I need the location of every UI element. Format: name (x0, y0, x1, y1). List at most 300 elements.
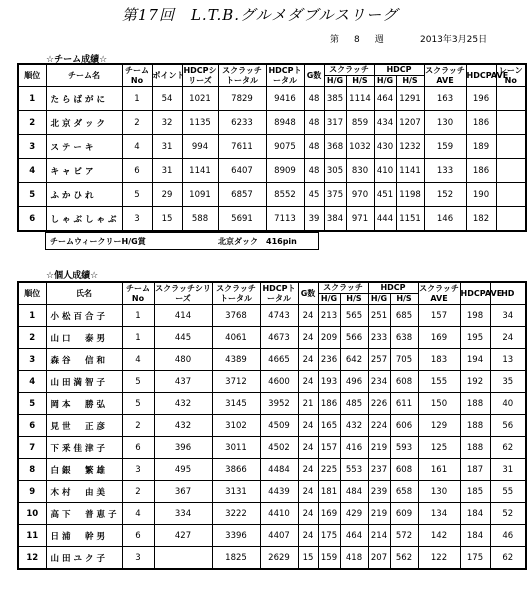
cell-scratch-series: 445 (154, 327, 212, 349)
cell-h-hg: 430 (374, 135, 396, 159)
cell-h-hg: 237 (368, 459, 390, 481)
cell-team-no: 3 (122, 547, 154, 570)
cell-scratch-total: 7829 (218, 87, 266, 111)
cell-s-hg: 384 (324, 207, 346, 232)
cell-name: 森谷 信和 (46, 349, 122, 371)
cell-scratch-ave: 142 (418, 525, 460, 547)
cell-s-hs: 566 (340, 327, 368, 349)
cell-scratch-ave: 150 (418, 393, 460, 415)
cell-games: 48 (304, 87, 324, 111)
cell-name: 岡本 勝弘 (46, 393, 122, 415)
cell-h-hs: 611 (390, 393, 418, 415)
table-row (18, 135, 526, 159)
table-row (18, 349, 526, 371)
col-hdcp-group: HDCP (374, 64, 424, 76)
cell-hd: 46 (490, 525, 526, 547)
table-row (18, 415, 526, 437)
col-lane-no: レーンNo (496, 64, 526, 87)
table-row (18, 111, 526, 135)
cell-s-hs: 485 (340, 393, 368, 415)
cell-team-no: 2 (122, 481, 154, 503)
cell-scratch-ave: 169 (418, 327, 460, 349)
cell-h-hg: 464 (374, 87, 396, 111)
cell-team-no: 1 (122, 305, 154, 327)
cell-h-hs: 1151 (396, 207, 424, 232)
cell-h-hs: 685 (390, 305, 418, 327)
cell-s-hg: 213 (318, 305, 340, 327)
cell-games: 24 (298, 415, 318, 437)
table-row (18, 207, 526, 232)
cell-name: 下釆佳津子 (46, 437, 122, 459)
cell-s-hg: 225 (318, 459, 340, 481)
cell-rank: 12 (18, 547, 46, 570)
cell-h-hg: 234 (368, 371, 390, 393)
cell-games: 45 (304, 183, 324, 207)
cell-h-hs: 609 (390, 503, 418, 525)
cell-scratch-ave: 130 (424, 111, 466, 135)
table-row (18, 371, 526, 393)
cell-team-no: 4 (122, 503, 154, 525)
cell-scratch-series: 432 (154, 393, 212, 415)
cell-hdcp-total: 8552 (266, 183, 304, 207)
cell-hdcp-ave: 192 (460, 371, 490, 393)
cell-hd: 55 (490, 481, 526, 503)
cell-scratch-ave: 152 (424, 183, 466, 207)
cell-scratch-total: 3396 (212, 525, 260, 547)
cell-points: 32 (152, 111, 182, 135)
cell-games: 48 (304, 135, 324, 159)
cell-hd: 62 (490, 437, 526, 459)
cell-name: 山口 泰男 (46, 327, 122, 349)
cell-games: 24 (298, 349, 318, 371)
table-row (18, 481, 526, 503)
cell-s-hs: 418 (340, 547, 368, 570)
cell-h-hs: 606 (390, 415, 418, 437)
cell-hdcp-ave: 196 (466, 87, 496, 111)
cell-s-hs: 496 (340, 371, 368, 393)
cell-hd: 52 (490, 503, 526, 525)
cell-h-hg: 434 (374, 111, 396, 135)
cell-rank: 11 (18, 525, 46, 547)
col-rank: 順位 (18, 64, 46, 87)
table-row (18, 159, 526, 183)
cell-hdcp-total: 8948 (266, 111, 304, 135)
team-section-heading: ☆チーム成績☆ (46, 55, 108, 65)
cell-points: 29 (152, 183, 182, 207)
cell-hd: 31 (490, 459, 526, 481)
cell-s-hs: 432 (340, 415, 368, 437)
col-scratch-hg: H/G (318, 294, 340, 305)
cell-name: キャビア (46, 159, 122, 183)
cell-team-no: 1 (122, 327, 154, 349)
cell-scratch-total: 3131 (212, 481, 260, 503)
cell-scratch-ave: 146 (424, 207, 466, 232)
team-table-body (18, 87, 526, 232)
cell-h-hs: 572 (390, 525, 418, 547)
cell-s-hg: 193 (318, 371, 340, 393)
cell-rank: 3 (18, 135, 46, 159)
cell-hd: 40 (490, 393, 526, 415)
award-label: チームウィークリーH/G賞 (50, 237, 146, 246)
cell-hdcp-ave: 188 (460, 415, 490, 437)
col-hdcp-hg: H/G (368, 294, 390, 305)
cell-hdcp-ave: 187 (460, 459, 490, 481)
cell-games: 21 (298, 393, 318, 415)
cell-lane (496, 87, 526, 111)
cell-scratch-total: 3712 (212, 371, 260, 393)
cell-lane (496, 183, 526, 207)
cell-team-no: 3 (122, 207, 152, 232)
cell-name: 山田ユク子 (46, 547, 122, 570)
cell-rank: 2 (18, 327, 46, 349)
table-row (18, 437, 526, 459)
cell-scratch-series: 427 (154, 525, 212, 547)
col-scratch-hg: H/G (324, 76, 346, 87)
col-scratch-group: スクラッチ (324, 64, 374, 76)
award-value: 北京ダック 416pin (218, 237, 297, 246)
cell-hdcp-ave: 190 (466, 183, 496, 207)
cell-hdcp-ave: 184 (460, 503, 490, 525)
cell-team-no: 5 (122, 183, 152, 207)
cell-scratch-series: 495 (154, 459, 212, 481)
cell-scratch-ave: 125 (418, 437, 460, 459)
cell-h-hg: 410 (374, 159, 396, 183)
individual-section-heading: ☆個人成績☆ (46, 271, 99, 281)
table-row (18, 459, 526, 481)
cell-rank: 3 (18, 349, 46, 371)
cell-points: 15 (152, 207, 182, 232)
cell-hd: 35 (490, 371, 526, 393)
cell-hdcp-total: 8909 (266, 159, 304, 183)
cell-scratch-total: 6233 (218, 111, 266, 135)
cell-rank: 6 (18, 207, 46, 232)
col-scratch-total: スクラッチトータル (218, 64, 266, 87)
cell-hd: 34 (490, 305, 526, 327)
table-row (18, 503, 526, 525)
cell-h-hg: 219 (368, 503, 390, 525)
col-team-name: チーム名 (46, 64, 122, 87)
cell-hdcp-ave: 185 (460, 481, 490, 503)
cell-scratch-series: 334 (154, 503, 212, 525)
cell-s-hs: 429 (340, 503, 368, 525)
cell-team-no: 2 (122, 111, 152, 135)
cell-scratch-total: 5691 (218, 207, 266, 232)
table-row (18, 87, 526, 111)
table-row (18, 547, 526, 570)
cell-scratch-ave: 159 (424, 135, 466, 159)
cell-s-hg: 165 (318, 415, 340, 437)
cell-name: 小松百合子 (46, 305, 122, 327)
cell-scratch-series: 432 (154, 415, 212, 437)
page-title: 第17回 L.T.B.グルメダブルスリーグ (121, 6, 399, 24)
col-team-no: チームNo (122, 282, 154, 305)
cell-s-hg: 305 (324, 159, 346, 183)
cell-h-hg: 214 (368, 525, 390, 547)
cell-team-no: 4 (122, 135, 152, 159)
cell-rank: 4 (18, 371, 46, 393)
cell-rank: 1 (18, 305, 46, 327)
cell-h-hs: 1198 (396, 183, 424, 207)
cell-hdcp-total: 4439 (260, 481, 298, 503)
cell-games: 24 (298, 371, 318, 393)
cell-h-hs: 658 (390, 481, 418, 503)
cell-team-no: 2 (122, 415, 154, 437)
cell-hdcp-total: 4665 (260, 349, 298, 371)
cell-scratch-ave: 129 (418, 415, 460, 437)
cell-h-hs: 1207 (396, 111, 424, 135)
cell-rank: 9 (18, 481, 46, 503)
col-hdcp-hs: H/S (390, 294, 418, 305)
cell-hd: 13 (490, 349, 526, 371)
cell-h-hg: 257 (368, 349, 390, 371)
cell-points: 31 (152, 159, 182, 183)
cell-hdcp-series: 1091 (182, 183, 218, 207)
cell-h-hs: 638 (390, 327, 418, 349)
cell-hdcp-total: 4484 (260, 459, 298, 481)
cell-h-hg: 451 (374, 183, 396, 207)
cell-hdcp-total: 9416 (266, 87, 304, 111)
cell-s-hs: 1114 (346, 87, 374, 111)
cell-games: 24 (298, 525, 318, 547)
table-row (18, 525, 526, 547)
cell-scratch-ave: 134 (418, 503, 460, 525)
cell-scratch-total: 3222 (212, 503, 260, 525)
col-hdcp-ave: HDCPAVE (466, 64, 496, 87)
col-scratch-group: スクラッチ (318, 282, 368, 294)
cell-scratch-total: 3866 (212, 459, 260, 481)
cell-rank: 7 (18, 437, 46, 459)
cell-name: 高下 普恵子 (46, 503, 122, 525)
cell-hdcp-ave: 186 (466, 111, 496, 135)
cell-scratch-total: 1825 (212, 547, 260, 570)
cell-lane (496, 207, 526, 232)
cell-name: 白銀 繁雄 (46, 459, 122, 481)
cell-h-hg: 219 (368, 437, 390, 459)
col-hdcp-total: HDCPトータル (260, 282, 298, 305)
cell-rank: 1 (18, 87, 46, 111)
cell-s-hs: 859 (346, 111, 374, 135)
cell-s-hg: 181 (318, 481, 340, 503)
cell-team-no: 5 (122, 371, 154, 393)
cell-hdcp-ave: 189 (466, 135, 496, 159)
cell-games: 39 (304, 207, 324, 232)
cell-hdcp-total: 4410 (260, 503, 298, 525)
cell-rank: 4 (18, 159, 46, 183)
cell-h-hg: 239 (368, 481, 390, 503)
col-team-no: チームNo (122, 64, 152, 87)
cell-scratch-ave: 161 (418, 459, 460, 481)
table-row (18, 183, 526, 207)
col-games: G数 (304, 64, 324, 87)
cell-hdcp-total: 4600 (260, 371, 298, 393)
cell-scratch-total: 3102 (212, 415, 260, 437)
report-date: 2013年3月25日 (420, 35, 488, 45)
cell-h-hs: 1291 (396, 87, 424, 111)
cell-s-hg: 186 (318, 393, 340, 415)
cell-hdcp-ave: 195 (460, 327, 490, 349)
cell-s-hg: 157 (318, 437, 340, 459)
cell-team-no: 4 (122, 349, 154, 371)
cell-scratch-total: 4061 (212, 327, 260, 349)
cell-s-hs: 642 (340, 349, 368, 371)
cell-scratch-total: 3145 (212, 393, 260, 415)
cell-team-no: 6 (122, 525, 154, 547)
cell-s-hg: 209 (318, 327, 340, 349)
col-hd: HD (490, 282, 526, 305)
cell-s-hs: 553 (340, 459, 368, 481)
cell-s-hs: 1032 (346, 135, 374, 159)
cell-hdcp-ave: 175 (460, 547, 490, 570)
cell-hdcp-ave: 188 (460, 393, 490, 415)
cell-lane (496, 159, 526, 183)
cell-s-hg: 368 (324, 135, 346, 159)
cell-games: 48 (304, 111, 324, 135)
cell-s-hg: 169 (318, 503, 340, 525)
col-scratch-hs: H/S (340, 294, 368, 305)
cell-scratch-ave: 122 (418, 547, 460, 570)
cell-games: 24 (298, 305, 318, 327)
cell-team-no: 6 (122, 159, 152, 183)
cell-scratch-total: 7611 (218, 135, 266, 159)
cell-h-hs: 705 (390, 349, 418, 371)
col-hdcp-hs: H/S (396, 76, 424, 87)
cell-scratch-total: 4389 (212, 349, 260, 371)
cell-hdcp-total: 7113 (266, 207, 304, 232)
cell-scratch-series (154, 547, 212, 570)
cell-scratch-series: 414 (154, 305, 212, 327)
cell-games: 24 (298, 481, 318, 503)
cell-hdcp-total: 3952 (260, 393, 298, 415)
cell-name: しゃぶしゃぶ (46, 207, 122, 232)
cell-points: 31 (152, 135, 182, 159)
col-scratch-ave: スクラッチAVE (419, 283, 459, 303)
cell-scratch-ave: 157 (418, 305, 460, 327)
cell-games: 15 (298, 547, 318, 570)
col-rank: 順位 (18, 282, 46, 305)
individual-table-body (18, 305, 526, 570)
cell-h-hg: 233 (368, 327, 390, 349)
cell-hdcp-series: 1021 (182, 87, 218, 111)
table-row (18, 305, 526, 327)
col-scratch-ave: スクラッチAVE (425, 65, 465, 85)
cell-scratch-series: 396 (154, 437, 212, 459)
cell-name: ステーキ (46, 135, 122, 159)
cell-name: 見世 正彦 (46, 415, 122, 437)
cell-hdcp-total: 4407 (260, 525, 298, 547)
cell-scratch-ave: 130 (418, 481, 460, 503)
cell-name: 木村 由美 (46, 481, 122, 503)
cell-hd: 24 (490, 327, 526, 349)
cell-s-hg: 175 (318, 525, 340, 547)
cell-h-hs: 593 (390, 437, 418, 459)
cell-hd: 56 (490, 415, 526, 437)
cell-h-hs: 1141 (396, 159, 424, 183)
cell-h-hs: 608 (390, 459, 418, 481)
cell-hdcp-ave: 188 (460, 437, 490, 459)
cell-rank: 5 (18, 393, 46, 415)
cell-team-no: 3 (122, 459, 154, 481)
cell-hdcp-series: 588 (182, 207, 218, 232)
cell-hdcp-ave: 182 (466, 207, 496, 232)
col-hdcp-group: HDCP (368, 282, 418, 294)
cell-name: 日浦 幹男 (46, 525, 122, 547)
cell-games: 24 (298, 459, 318, 481)
cell-h-hg: 207 (368, 547, 390, 570)
cell-s-hs: 484 (340, 481, 368, 503)
cell-h-hs: 608 (390, 371, 418, 393)
cell-h-hg: 226 (368, 393, 390, 415)
individual-standings-table (17, 281, 527, 570)
cell-s-hs: 971 (346, 207, 374, 232)
cell-s-hg: 375 (324, 183, 346, 207)
col-games: G数 (298, 282, 318, 305)
cell-scratch-series: 437 (154, 371, 212, 393)
col-hdcp-hg: H/G (374, 76, 396, 87)
cell-s-hs: 565 (340, 305, 368, 327)
cell-rank: 8 (18, 459, 46, 481)
col-points: ポイント (152, 64, 182, 87)
cell-scratch-total: 6407 (218, 159, 266, 183)
cell-rank: 6 (18, 415, 46, 437)
cell-rank: 10 (18, 503, 46, 525)
cell-scratch-ave: 155 (418, 371, 460, 393)
cell-name: たらばがに (46, 87, 122, 111)
cell-team-no: 6 (122, 437, 154, 459)
cell-hdcp-total: 2629 (260, 547, 298, 570)
cell-scratch-series: 367 (154, 481, 212, 503)
cell-s-hg: 317 (324, 111, 346, 135)
cell-name: ふかひれ (46, 183, 122, 207)
cell-points: 54 (152, 87, 182, 111)
col-hdcp-total: HDCPトータル (266, 64, 304, 87)
cell-hdcp-ave: 194 (460, 349, 490, 371)
cell-s-hs: 830 (346, 159, 374, 183)
cell-hdcp-ave: 198 (460, 305, 490, 327)
cell-hdcp-total: 4509 (260, 415, 298, 437)
cell-team-no: 5 (122, 393, 154, 415)
cell-hdcp-total: 4743 (260, 305, 298, 327)
col-scratch-total: スクラッチトータル (212, 282, 260, 305)
cell-hdcp-total: 4673 (260, 327, 298, 349)
cell-h-hs: 562 (390, 547, 418, 570)
weekly-award-box (45, 232, 319, 250)
cell-hdcp-total: 4502 (260, 437, 298, 459)
cell-s-hg: 385 (324, 87, 346, 111)
cell-hdcp-ave: 186 (466, 159, 496, 183)
col-player-name: 氏名 (46, 282, 122, 305)
cell-s-hs: 416 (340, 437, 368, 459)
col-hdcp-series: HDCPシリーズ (183, 65, 217, 85)
cell-hdcp-total: 9075 (266, 135, 304, 159)
col-scratch-series: スクラッチシリーズ (155, 283, 211, 303)
cell-rank: 5 (18, 183, 46, 207)
cell-hdcp-ave: 184 (460, 525, 490, 547)
cell-h-hg: 444 (374, 207, 396, 232)
cell-rank: 2 (18, 111, 46, 135)
cell-lane (496, 135, 526, 159)
col-hdcp-ave: HDCPAVE (460, 282, 490, 305)
cell-scratch-total: 3768 (212, 305, 260, 327)
table-row (18, 393, 526, 415)
week-label: 第 8 週 (330, 35, 387, 45)
cell-scratch-ave: 133 (424, 159, 466, 183)
cell-scratch-ave: 163 (424, 87, 466, 111)
cell-games: 24 (298, 503, 318, 525)
cell-scratch-total: 6857 (218, 183, 266, 207)
cell-name: 北京ダック (46, 111, 122, 135)
cell-h-hs: 1232 (396, 135, 424, 159)
cell-hdcp-series: 994 (182, 135, 218, 159)
